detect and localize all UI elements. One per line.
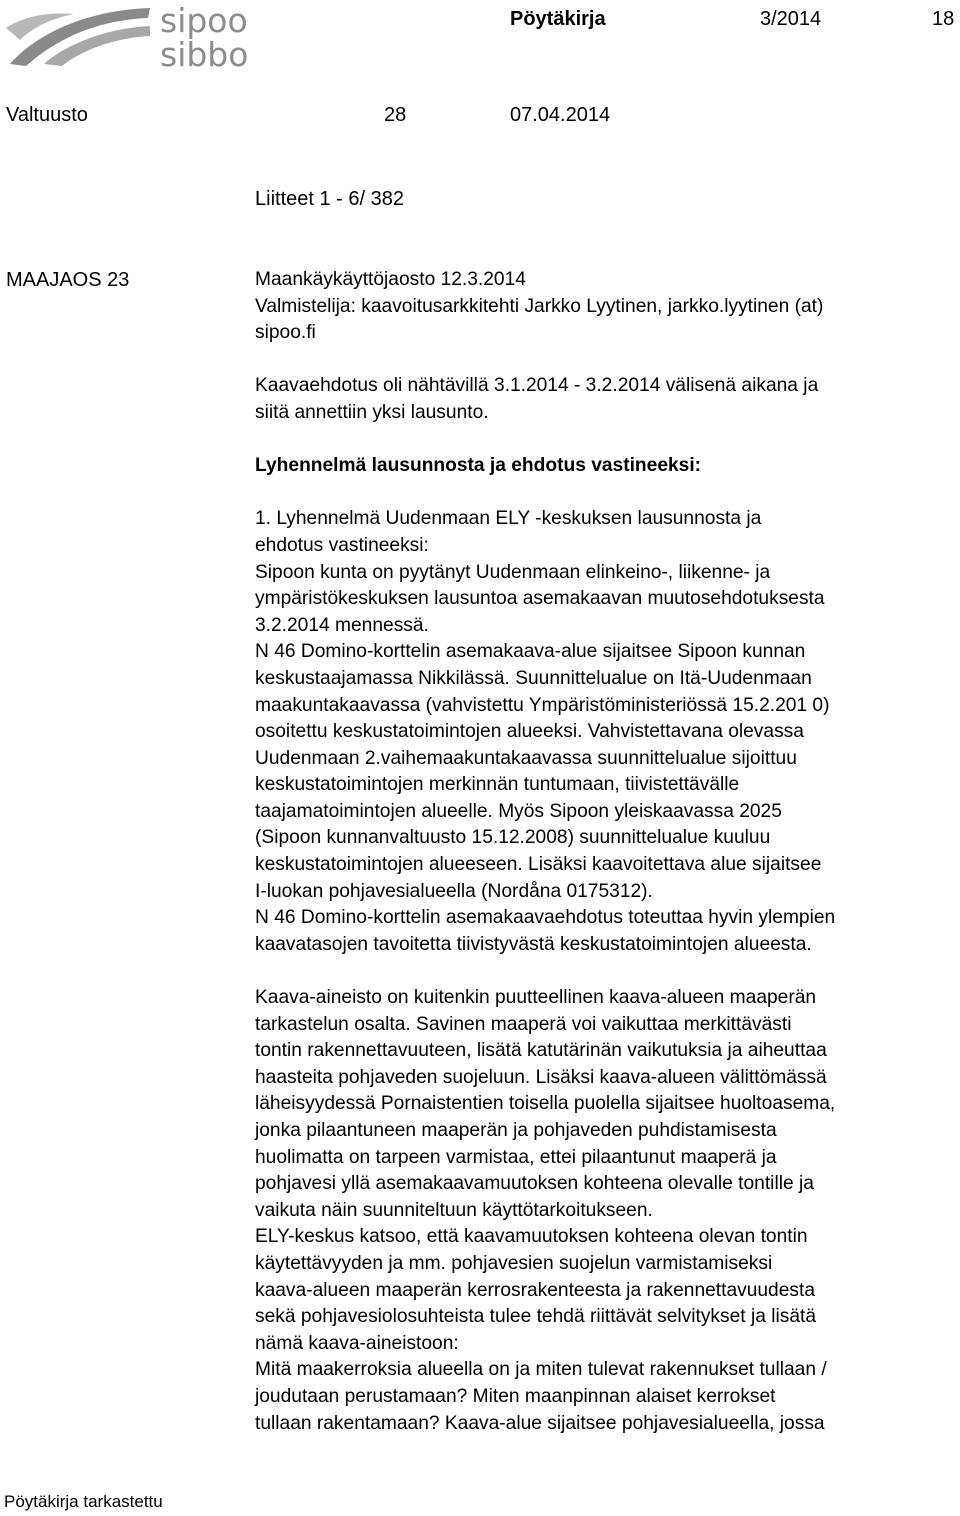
main-content: [255, 267, 835, 1437]
doc-type: Pöytäkirja: [510, 8, 606, 30]
text-line: joudutaan perustamaan? Miten maanpinnan alaiset kerrokset: [255, 1385, 776, 1407]
text-line: jonka pilaantuneen maaperän ja pohjaveden puhdistamisesta: [255, 1120, 777, 1141]
text-line: sekä pohjavesiolosuhteista tulee tehdä riittävät selvitykset ja lisätä: [255, 1306, 817, 1328]
text-line: Uudenmaan 2.vaihemaakuntakaavassa suunnittelualue sijoittuu: [255, 747, 797, 769]
text-line: ympäristökeskuksen lausuntoa asemakaavan muutosehdotuksesta: [255, 588, 825, 610]
section-label: MAAJAOS 23: [6, 269, 130, 291]
text-line: kaava-alueen maaperän kerrosrakenteesta ja rakennettavuudesta: [255, 1279, 815, 1301]
doc-number: 3/2014: [760, 8, 822, 30]
text-line: taajamatoimintojen alueelle. Myös Sipoon yleiskaavassa 2025: [255, 800, 782, 822]
text-line: läheisyydessä Pornaistentien toisella puolella sijaitsee huoltoasema,: [255, 1093, 836, 1115]
text-line: ELY-keskus katsoo, että kaavamuutoksen kohteena olevan tontin: [255, 1226, 808, 1248]
text-line: keskustatoimintojen alueeseen. Lisäksi kaavoitettava alue sijaitsee: [255, 854, 822, 876]
attachments-line: Liitteet 1 - 6/ 382: [255, 188, 404, 210]
text-line: maakuntakaavassa (vahvistettu Ympäristöministeriössä 15.2.201 0): [255, 694, 830, 716]
text-line: huolimatta on tarpeen varmistaa, ettei pilaantunut maaperä ja: [255, 1146, 777, 1168]
text-line: vaikuta näin suunniteltuun käyttötarkoitukseen.: [255, 1199, 653, 1221]
logo-text-sibbo: sibbo: [160, 35, 249, 74]
footer-text: Pöytäkirja tarkastettu: [4, 1492, 163, 1511]
text-line: käytettävyyden ja mm. pohjavesien suojelun varmistamiseksi: [255, 1252, 773, 1274]
logo-text-sipoo: sipoo: [160, 1, 248, 40]
text-line: 3.2.2014 mennessä.: [255, 614, 429, 636]
text-line: sipoo.fi: [255, 322, 316, 344]
text-line: haasteita pohjaveden suojeluun. Lisäksi kaava-alueen välittömässä: [255, 1066, 827, 1088]
text-line: Valmistelija: kaavoitusarkkitehti Jarkko Lyytinen, jarkko.lyytinen (at): [255, 295, 824, 317]
text-line: keskustatoimintojen merkinnän tuntumaan, tiivistettävälle: [255, 774, 740, 796]
text-line: pohjavesi yllä asemakaavamuutoksen kohteena olevalle tontille ja: [255, 1173, 814, 1195]
text-line: osoitettu keskustatoimintojen alueeksi. Vahvistettavana olevassa: [255, 721, 804, 743]
meeting-body: Valtuusto: [6, 104, 88, 126]
text-line: kaavatasojen tavoitetta tiivistyvästä keskustatoimintojen alueesta.: [255, 933, 812, 955]
text-line: N 46 Domino-korttelin asemakaava-alue sijaitsee Sipoon kunnan: [255, 641, 806, 663]
text-line: I-luokan pohjavesialueella (Nordåna 0175312).: [255, 880, 653, 902]
text-line: Maankäykäyttöjaosto 12.3.2014: [255, 269, 526, 290]
text-line: Kaavaehdotus oli nähtävillä 3.1.2014 - 3.2.2014 välisenä aikana ja: [255, 375, 819, 397]
sipoo-sibbo-logo: [4, 2, 254, 72]
text-line: Mitä maakerroksia alueella on ja miten tulevat rakennukset tullaan /: [255, 1359, 827, 1381]
text-line: Sipoon kunta on pyytänyt Uudenmaan elinkeino-, liikenne- ja: [255, 561, 771, 583]
text-line: Kaava-aineisto on kuitenkin puutteellinen kaava-alueen maaperän: [255, 987, 817, 1009]
text-line: nämä kaava-aineistoon:: [255, 1332, 459, 1354]
section-heading: Lyhennelmä lausunnosta ja ehdotus vastineeksi:: [255, 455, 702, 477]
text-line: 1. Lyhennelmä Uudenmaan ELY -keskuksen lausunnosta ja: [255, 508, 762, 530]
item-number: 28: [384, 104, 407, 126]
page-number: 18: [932, 8, 955, 30]
text-line: ehdotus vastineeksi:: [255, 534, 429, 556]
text-line: tontin rakennettavuuteen, lisätä katutärinän vaikutuksia ja aiheuttaa: [255, 1040, 827, 1062]
text-line: N 46 Domino-korttelin asemakaavaehdotus toteuttaa hyvin ylempien: [255, 907, 836, 929]
text-line: keskustaajamassa Nikkilässä. Suunnittelualue on Itä-Uudenmaan: [255, 667, 812, 689]
text-line: tarkastelun osalta. Savinen maaperä voi vaikuttaa merkittävästi: [255, 1013, 792, 1035]
text-line: (Sipoon kunnanvaltuusto 15.12.2008) suunnittelualue kuuluu: [255, 827, 771, 849]
logo-swoosh-icon: [4, 6, 154, 68]
text-line: siitä annettiin yksi lausunto.: [255, 401, 489, 423]
text-line: tullaan rakentamaan? Kaava-alue sijaitsee pohjavesialueella, jossa: [255, 1412, 825, 1434]
meeting-date: 07.04.2014: [510, 104, 611, 126]
